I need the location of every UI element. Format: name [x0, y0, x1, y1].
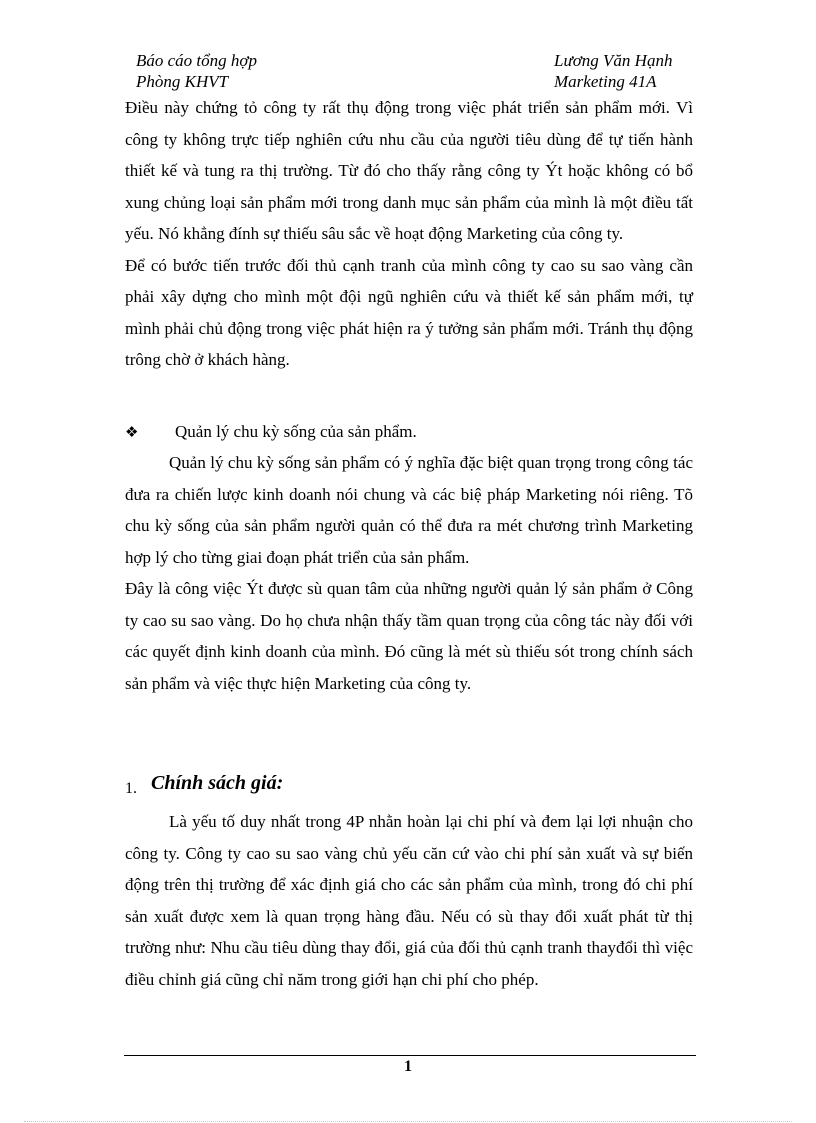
section-heading	[125, 772, 283, 798]
body-block-mid	[125, 447, 693, 699]
body-block-bottom	[125, 806, 693, 995]
author-name: Lương Văn Hạnh	[554, 51, 673, 70]
body-block-top	[125, 92, 693, 376]
section-number: 1.	[125, 780, 137, 797]
page-number: 1	[404, 1058, 412, 1075]
paragraph: Là yếu tố duy nhất trong 4P nhằn hoàn lại chi phí và đem lại lợi nhuận cho công ty. Công ty cao su sao vàng chủ yếu căn cứ vào chi phí sản xuất và sự biến động trên thị trường để xác định giá cho các sản phẩm của mình, trong đó chi phí sản xuất được xem là quan trọng hàng đầu. Nếu có sù thay đổi xuất phát từ thị trường như: Nhu cầu tiêu dùng thay đổi, giá của đối thủ cạnh tranh thayđổi thì việc điều chỉnh giá cũng chỉ năm trong giới hạn chi phí cho phép.	[125, 812, 693, 989]
bullet-item	[125, 416, 417, 448]
department-name: Phòng KHVT	[136, 72, 229, 91]
class-name: Marketing 41A	[554, 72, 657, 91]
footer-divider	[124, 1055, 696, 1056]
paragraph: Để có bước tiến trước đối thủ cạnh tranh của mình công ty cao su sao vàng cần phải xây dựng cho mình một đội ngũ nghiên cứu và thiết kế sản phẩm mới, tự mình phải chủ động trong việc phát hiện ra ý tưởng sản phẩm mới. Tránh thụ động trông chờ ở khách hàng.	[125, 255, 693, 369]
section-title: Chính sách giá:	[151, 772, 284, 794]
page-edge-divider	[24, 1121, 792, 1122]
paragraph: Đây là công việc Ýt được sù quan tâm của những người quản lý sản phẩm ở Công ty cao su sao vàng. Do họ chưa nhận thấy tầm quan trọng của công tác này đối với các quyết định kinh doanh của mình. Đó cũng là mét sù thiếu sót trong chính sách sản phẩm và việc thực hiện Marketing của công ty.	[125, 579, 693, 693]
diamond-bullet-icon: ❖	[125, 423, 139, 441]
paragraph: Điều này chứng tỏ công ty rất thụ động trong việc phát triển sản phẩm mới. Vì công ty không trực tiếp nghiên cứu nhu cầu của người tiêu dùng để tự tiến hành thiết kế và tung ra thị trường. Từ đó cho thấy rằng công ty Ýt hoặc không có bổ xung chủng loại sản phẩm mới trong danh mục sản phẩm của mình là một điều tất yếu. Nó khẳng đính sự thiếu sâu sắc về hoạt động Marketing của công ty.	[125, 98, 693, 243]
report-title: Báo cáo tổng hợp	[136, 51, 257, 70]
paragraph: Quản lý chu kỳ sống sản phẩm có ý nghĩa đặc biệt quan trọng trong công tác đưa ra chiến lược kinh doanh nói chung và các biệ pháp Marketing nói riêng. Tõ chu kỳ sống của sản phẩm người quản có thể đưa ra mét chương trình Marketing hợp lý cho từng giai đoạn phát triển của sản phẩm.	[125, 453, 693, 567]
bullet-text: Quản lý chu kỳ sống của sản phẩm.	[175, 422, 417, 441]
